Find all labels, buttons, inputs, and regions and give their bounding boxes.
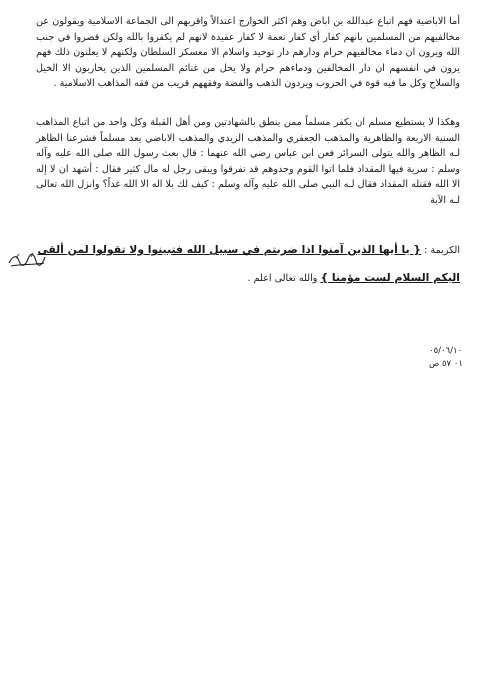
verse-line-1 bbox=[37, 242, 460, 259]
quran-verse-part-1: { يا أيها الذين آمنوا اذا ضربتم في سبيل الله فتبينوا ولا تقولوا لمن ألقى bbox=[37, 243, 422, 256]
closing-phrase: والله تعالى اعلم . bbox=[247, 273, 318, 284]
quran-verse-part-2: اليكم السلام لست مؤمنا } bbox=[320, 271, 460, 284]
verse-intro: الكريمة : bbox=[424, 245, 460, 256]
verse-line-2 bbox=[248, 270, 460, 287]
paragraph-takfir: وهكذا لا يستطيع مسلم ان يكفر مسلماً ممن ينطق بالشهادتين ومن أهل القبلة وكل واحد من اتباع المذاهب السنية الاربعة والظاهرية والمذهب الجعفري والمذهب الزيدي والمذهب الاباضي يعد مسلماً فشرعنا الظاهر لـه الظاهر والله يتولى السرائر فعن ابن عباس رضي الله عنهما : قال بعث رسول الله صلى الله عليه وآله وسلم : سرية فيها المقداد فلما اتوا القوم وجدوهم قد تفرقوا ويبقى رجل له مال كثير فقال : أشهد ان لا إله الا الله فقتله المقداد فقال لـه النبي صلى الله عليه وآله وسلم : كيف لك بلا اله الا الله غداً؟ وانزل الله تعالى لـه الآية bbox=[36, 117, 460, 206]
document-date: ٠٥/٠٦/١٠ bbox=[429, 346, 463, 356]
paragraph-ibadiyya: أما الاباضية فهم اتباع عبدالله بن اباض وهم اكثر الخوارج اعتدالاً واقربهم الى الجماعة الاسلامية ويقولون عن مخالفيهم من المسلمين بانهم كفار أي كفار نعمة لا كفار عقيدة لانهم لم يكفروا بالله ولكن قصروا في جنب الله ويرون ان دماء مخالفيهم حرام ودارهم دار توحيد واسلام الا معسكر السلطان ولكنهم لا يعلنون ذلك فهم يرون في انفسهم ان دار المخالفين ودماءهم حرام ولا يحل من غنائم المسلمين الذين يحاربون الا الخيل والسلاح وكل ما فيه قوة في الحروب ويردون الذهب والفضة وفقههم قريب من فقه المذاهب الاسلامية . bbox=[36, 16, 460, 90]
handwritten-signature-icon bbox=[7, 251, 47, 269]
document-reference: ٠١ ٥٧ ص bbox=[429, 359, 463, 369]
